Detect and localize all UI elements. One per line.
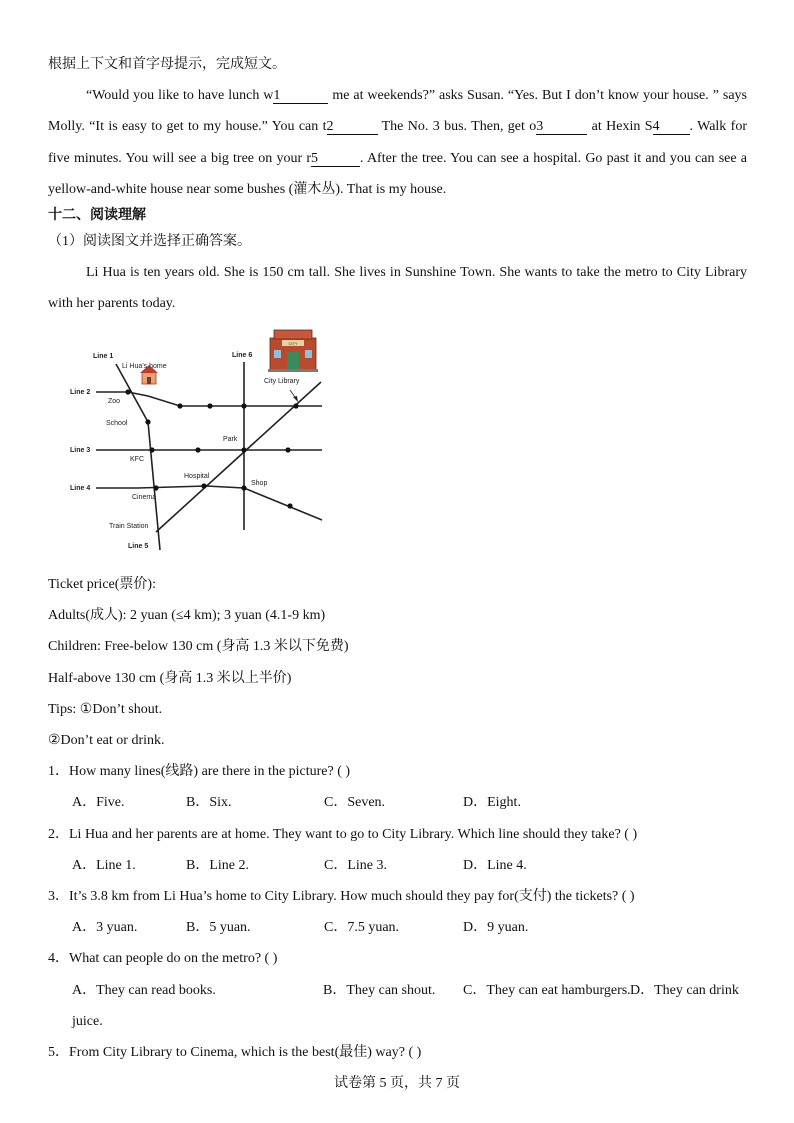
station-cinema (153, 485, 158, 490)
station-city-library (293, 403, 298, 408)
q3-option-a[interactable]: A．3 yuan. (72, 920, 138, 935)
blank-2[interactable]: 2 (327, 120, 378, 135)
station-hospital (201, 483, 206, 488)
station-line2-b (207, 403, 212, 408)
line-4-track (96, 486, 322, 520)
cloze-paragraph-line-3: five minutes. You will see a big tree on your r5 . After the tree. You can see a hospital. Go past it and you can see a (48, 151, 747, 166)
label-shop: Shop (251, 480, 268, 487)
label-line-5: Line 5 (128, 543, 149, 550)
q3-option-d[interactable]: D．9 yuan. (463, 920, 529, 935)
label-zoo: Zoo (108, 398, 121, 405)
label-line-4: Line 4 (70, 485, 91, 492)
q2-option-d[interactable]: D．Line 4. (463, 858, 527, 873)
cloze-paragraph-line-4: yellow-and-white house near some bushes (灌木丛). That is my house. (48, 182, 447, 197)
question-1: 1．How many lines(线路) are there in the picture? ( ) (48, 764, 351, 779)
label-line-2: Line 2 (70, 389, 91, 396)
q1-option-b[interactable]: B．Six. (186, 795, 232, 810)
q4-option-d[interactable]: D．They can drink (630, 983, 739, 998)
q2-option-c[interactable]: C．Line 3. (324, 858, 387, 873)
ticket-children: Children: Free-below 130 cm (身高 1.3 米以下免费) (48, 639, 349, 654)
cloze-instruction: 根据上下文和首字母提示，完成短文。 (48, 57, 286, 72)
cloze-paragraph-line-2: Molly. “It is easy to get to my house.” You can t2 The No. 3 bus. Then, get o3 at Hexin S4 . Walk for (48, 119, 748, 134)
station-line3-east (285, 447, 290, 452)
station-school (145, 419, 150, 424)
library-sign: CITY (288, 341, 298, 346)
question-2: 2．Li Hua and her parents are at home. They want to go to City Library. Which line should they take? ( ) (48, 827, 638, 842)
q1-option-d[interactable]: D．Eight. (463, 795, 521, 810)
label-hospital: Hospital (184, 473, 210, 480)
blank-4[interactable]: 4 (653, 120, 690, 135)
station-zoo (125, 389, 130, 394)
q4-option-a[interactable]: A．They can read books. (72, 983, 216, 998)
blank-5[interactable]: 5 (311, 152, 360, 167)
ticket-adults: Adults(成人): 2 yuan (≤4 km); 3 yuan (4.1-9 km) (48, 608, 326, 623)
label-line-6: Line 6 (232, 352, 253, 359)
question-3: 3．It’s 3.8 km from Li Hua’s home to City Library. How much should they pay for(支付) the tickets? ( ) (48, 889, 635, 904)
tip-1: Tips: ①Don’t shout. (48, 702, 163, 717)
blank-3[interactable]: 3 (536, 120, 587, 135)
page-footer: 试卷第 5 页，共 7 页 (334, 1076, 460, 1091)
label-cinema: Cinema (132, 494, 157, 501)
intro-line-2: with her parents today. (48, 296, 176, 311)
station-line2-line6 (241, 403, 246, 408)
q1-option-c[interactable]: C．Seven. (324, 795, 386, 810)
station-park (195, 447, 200, 452)
question-4: 4．What can people do on the metro? ( ) (48, 951, 278, 966)
ticket-half: Half-above 130 cm (身高 1.3 米以上半价) (48, 671, 292, 686)
question-5: 5．From City Library to Cinema, which is the best(最佳) way? ( ) (48, 1045, 422, 1060)
blank-1[interactable]: 1 (273, 89, 328, 104)
section-heading: 十二、阅读理解 (48, 208, 146, 223)
label-train-station: Train Station (109, 523, 149, 530)
label-school: School (106, 420, 128, 427)
q2-option-a[interactable]: A．Line 1. (72, 858, 136, 873)
cloze-paragraph-line-1: “Would you like to have lunch w1 me at weekends?” asks Susan. “Yes. But I don’t know your house. ” says (86, 88, 747, 103)
label-home: Li Hua’s home (122, 363, 167, 370)
q4-option-b[interactable]: B．They can shout. (323, 983, 436, 998)
library-arrow-head (293, 396, 298, 402)
q3-option-b[interactable]: B．5 yuan. (186, 920, 251, 935)
ticket-title: Ticket price(票价): (48, 577, 156, 592)
q2-option-b[interactable]: B．Line 2. (186, 858, 249, 873)
section-subheading: （1）阅读图文并选择正确答案。 (48, 234, 251, 249)
q4-option-d-continued[interactable]: juice. (72, 1014, 103, 1029)
station-shop (241, 485, 246, 490)
intro-line-1: Li Hua is ten years old. She is 150 cm tall. She lives in Sunshine Town. She wants to take the metro to City Library (86, 265, 747, 280)
station-kfc (149, 447, 154, 452)
q4-option-c[interactable]: C．They can eat hamburgers. (463, 983, 631, 998)
label-park: Park (223, 436, 238, 443)
q1-option-a[interactable]: A．Five. (72, 795, 125, 810)
station-line2-a (177, 403, 182, 408)
label-kfc: KFC (130, 456, 144, 463)
station-line3-interchange (241, 447, 246, 452)
label-city-library: City Library (264, 378, 300, 385)
q3-option-c[interactable]: C．7.5 yuan. (324, 920, 400, 935)
station-line4-east (287, 503, 292, 508)
metro-map (68, 326, 328, 558)
tip-2: ②Don’t eat or drink. (48, 733, 165, 748)
label-line-1: Line 1 (93, 353, 114, 360)
label-line-3: Line 3 (70, 447, 91, 454)
library-building-icon (268, 330, 318, 372)
